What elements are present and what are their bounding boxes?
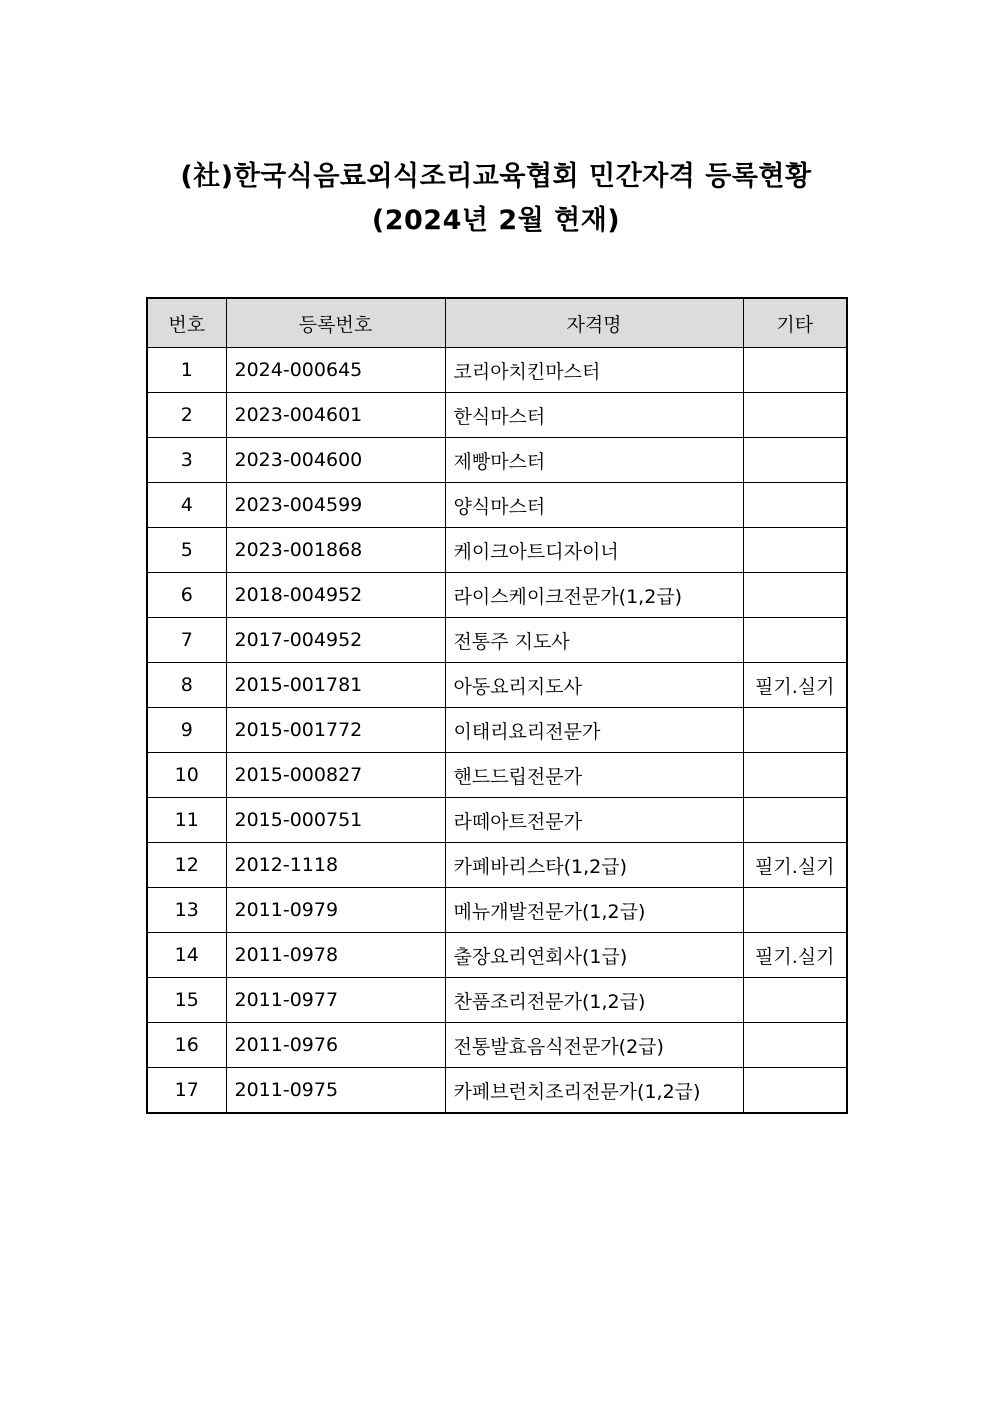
table-body bbox=[147, 348, 847, 1114]
table-row bbox=[147, 1068, 847, 1114]
remarks-cell bbox=[743, 528, 847, 573]
table-row bbox=[147, 528, 847, 573]
remarks-cell bbox=[743, 348, 847, 393]
row-number-cell: 4 bbox=[147, 483, 226, 528]
table-row bbox=[147, 888, 847, 933]
remarks-cell bbox=[743, 393, 847, 438]
remarks-cell bbox=[743, 483, 847, 528]
qualification-name-cell: 라떼아트전문가 bbox=[445, 798, 743, 843]
registration-number-cell: 2023-004601 bbox=[226, 393, 445, 438]
qualification-name-cell: 메뉴개발전문가(1,2급) bbox=[445, 888, 743, 933]
qualification-name-cell: 한식마스터 bbox=[445, 393, 743, 438]
remarks-cell bbox=[743, 618, 847, 663]
registration-number-cell: 2023-004599 bbox=[226, 483, 445, 528]
registration-number-cell: 2018-004952 bbox=[226, 573, 445, 618]
table-row bbox=[147, 708, 847, 753]
row-number-cell: 10 bbox=[147, 753, 226, 798]
table-row bbox=[147, 438, 847, 483]
table-row bbox=[147, 393, 847, 438]
row-number-cell: 14 bbox=[147, 933, 226, 978]
table-row bbox=[147, 978, 847, 1023]
qualification-name-cell: 이태리요리전문가 bbox=[445, 708, 743, 753]
remarks-cell bbox=[743, 978, 847, 1023]
table-header-row bbox=[147, 298, 847, 348]
remarks-cell bbox=[743, 1023, 847, 1068]
document-title: (社)한국식음료외식조리교육협회 민간자격 등록현황 bbox=[180, 161, 812, 192]
registration-number-cell: 2015-001781 bbox=[226, 663, 445, 708]
registration-number-cell: 2011-0978 bbox=[226, 933, 445, 978]
row-number-cell: 3 bbox=[147, 438, 226, 483]
qualification-name-cell: 전통발효음식전문가(2급) bbox=[445, 1023, 743, 1068]
remarks-cell bbox=[743, 438, 847, 483]
row-number-cell: 13 bbox=[147, 888, 226, 933]
document-subtitle-date: (2024년 2월 현재) bbox=[371, 205, 621, 236]
registration-number-cell: 2011-0979 bbox=[226, 888, 445, 933]
remarks-cell bbox=[743, 573, 847, 618]
header-number: 번호 bbox=[147, 298, 226, 348]
table-row bbox=[147, 348, 847, 393]
registration-number-cell: 2023-001868 bbox=[226, 528, 445, 573]
registration-number-cell: 2011-0977 bbox=[226, 978, 445, 1023]
qualification-name-cell: 핸드드립전문가 bbox=[445, 753, 743, 798]
table-row bbox=[147, 843, 847, 888]
qualification-name-cell: 케이크아트디자이너 bbox=[445, 528, 743, 573]
remarks-cell bbox=[743, 753, 847, 798]
registration-number-cell: 2011-0975 bbox=[226, 1068, 445, 1114]
qualification-name-cell: 제빵마스터 bbox=[445, 438, 743, 483]
registration-number-cell: 2015-000827 bbox=[226, 753, 445, 798]
registration-number-cell: 2023-004600 bbox=[226, 438, 445, 483]
table-row bbox=[147, 483, 847, 528]
qualification-name-cell: 아동요리지도사 bbox=[445, 663, 743, 708]
row-number-cell: 17 bbox=[147, 1068, 226, 1114]
header-remarks: 기타 bbox=[743, 298, 847, 348]
registration-number-cell: 2024-000645 bbox=[226, 348, 445, 393]
table-row bbox=[147, 618, 847, 663]
row-number-cell: 15 bbox=[147, 978, 226, 1023]
row-number-cell: 1 bbox=[147, 348, 226, 393]
table-row bbox=[147, 933, 847, 978]
header-qualification-name: 자격명 bbox=[445, 298, 743, 348]
qualification-name-cell: 코리아치킨마스터 bbox=[445, 348, 743, 393]
row-number-cell: 9 bbox=[147, 708, 226, 753]
table-row bbox=[147, 798, 847, 843]
registration-number-cell: 2011-0976 bbox=[226, 1023, 445, 1068]
qualification-name-cell: 라이스케이크전문가(1,2급) bbox=[445, 573, 743, 618]
remarks-cell: 필기.실기 bbox=[743, 933, 847, 978]
registration-table bbox=[146, 297, 848, 1114]
qualification-name-cell: 카페브런치조리전문가(1,2급) bbox=[445, 1068, 743, 1114]
remarks-cell bbox=[743, 798, 847, 843]
qualification-name-cell: 찬품조리전문가(1,2급) bbox=[445, 978, 743, 1023]
remarks-cell bbox=[743, 1068, 847, 1114]
row-number-cell: 7 bbox=[147, 618, 226, 663]
registration-number-cell: 2015-000751 bbox=[226, 798, 445, 843]
row-number-cell: 5 bbox=[147, 528, 226, 573]
row-number-cell: 6 bbox=[147, 573, 226, 618]
qualification-name-cell: 카페바리스타(1,2급) bbox=[445, 843, 743, 888]
header-registration-number: 등록번호 bbox=[226, 298, 445, 348]
registration-number-cell: 2015-001772 bbox=[226, 708, 445, 753]
table-row bbox=[147, 663, 847, 708]
table-row bbox=[147, 753, 847, 798]
qualification-name-cell: 전통주 지도사 bbox=[445, 618, 743, 663]
registration-number-cell: 2012-1118 bbox=[226, 843, 445, 888]
remarks-cell: 필기.실기 bbox=[743, 843, 847, 888]
row-number-cell: 11 bbox=[147, 798, 226, 843]
table-row bbox=[147, 1023, 847, 1068]
registration-number-cell: 2017-004952 bbox=[226, 618, 445, 663]
row-number-cell: 12 bbox=[147, 843, 226, 888]
row-number-cell: 2 bbox=[147, 393, 226, 438]
row-number-cell: 8 bbox=[147, 663, 226, 708]
qualification-name-cell: 출장요리연회사(1급) bbox=[445, 933, 743, 978]
qualification-name-cell: 양식마스터 bbox=[445, 483, 743, 528]
remarks-cell bbox=[743, 888, 847, 933]
table-row bbox=[147, 573, 847, 618]
remarks-cell bbox=[743, 708, 847, 753]
row-number-cell: 16 bbox=[147, 1023, 226, 1068]
remarks-cell: 필기.실기 bbox=[743, 663, 847, 708]
